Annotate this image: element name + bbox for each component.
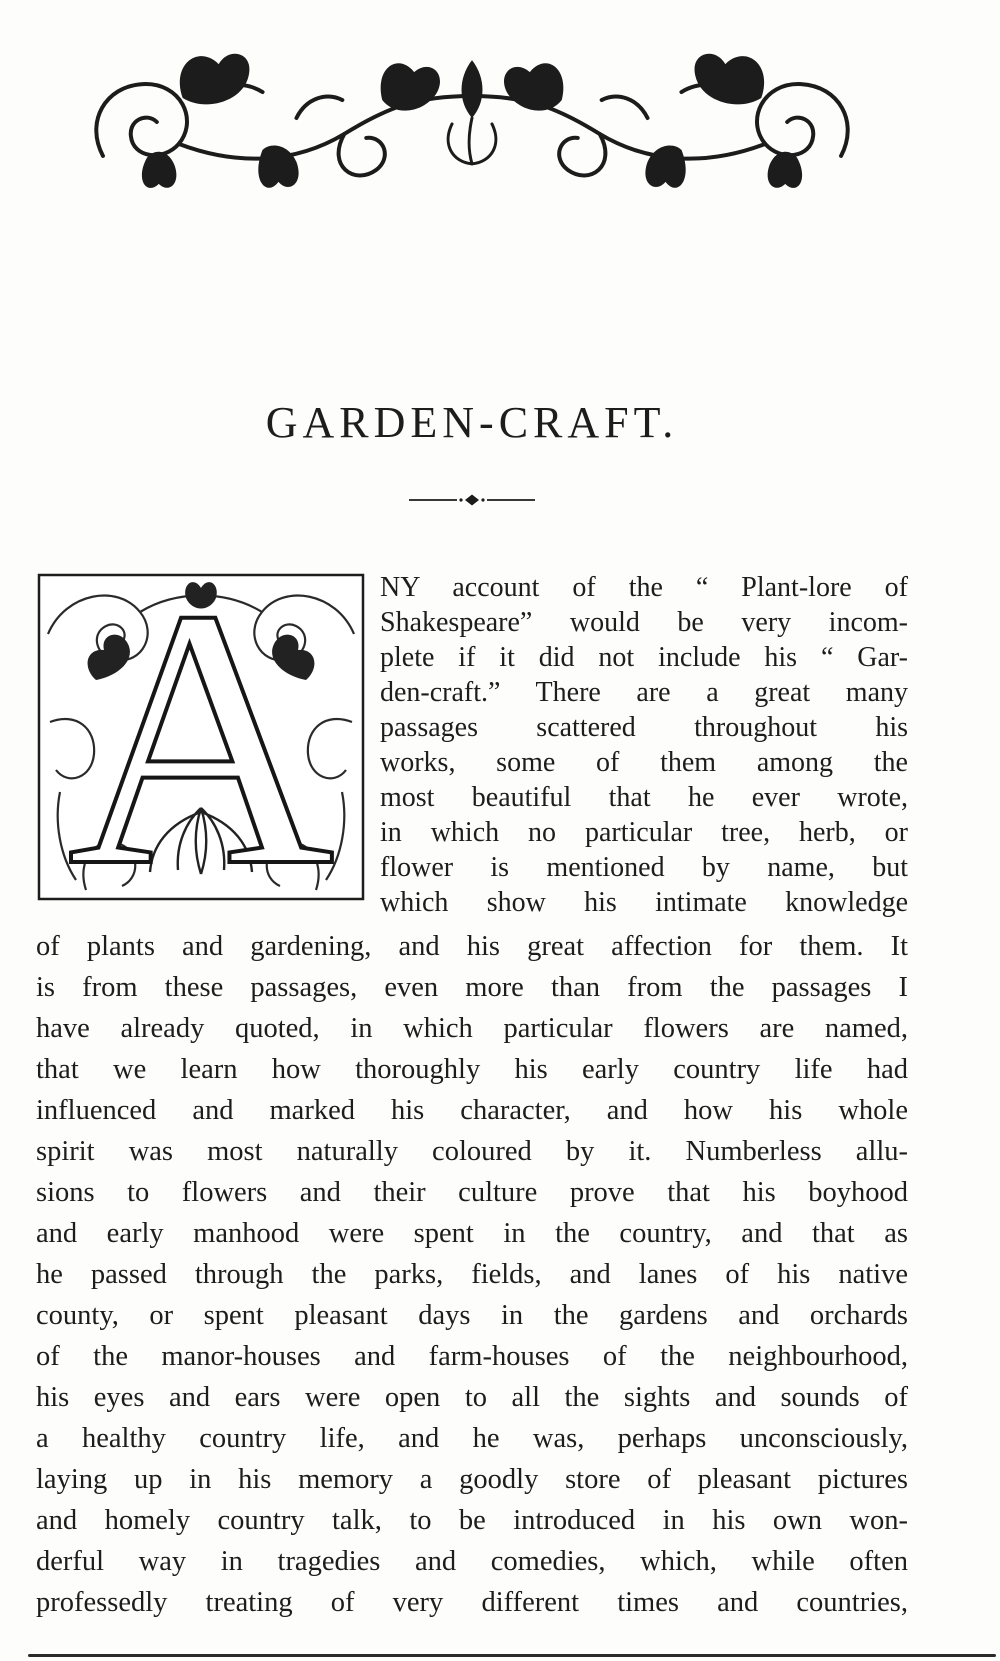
text-line: that we learn how thoroughly his early country life had <box>36 1054 908 1085</box>
text-line: of the manor-houses and farm-houses of the neighbourhood, <box>36 1341 908 1372</box>
text-line: NY account of the “ Plant-lore of <box>380 572 908 603</box>
page-title: GARDEN-CRAFT. <box>265 398 679 447</box>
text-line: he passed through the parks, fields, and lanes of his native <box>36 1259 908 1290</box>
text-line: passages scattered throughout his <box>380 712 908 743</box>
drop-cap-initial-block <box>36 572 366 902</box>
text-line: professedly treating of very different times and countries, <box>36 1587 908 1618</box>
text-line: flower is mentioned by name, but <box>380 852 908 883</box>
drop-cap-letter: A <box>67 572 335 902</box>
text-line: which show his intimate knowledge <box>380 887 908 918</box>
text-line: influenced and marked his character, and how his whole <box>36 1095 908 1126</box>
text-line: Shakespeare” would be very incom- <box>380 607 908 638</box>
text-line: of plants and gardening, and his great affection for them. It <box>36 931 908 962</box>
ornament-half-right <box>472 54 848 188</box>
text-line: spirit was most naturally coloured by it. Numberless allu- <box>36 1136 908 1167</box>
full-width-text <box>36 926 908 1623</box>
text-line: have already quoted, in which particular flowers are named, <box>36 1013 908 1044</box>
text-line: works, some of them among the <box>380 747 908 778</box>
text-line: his eyes and ears were open to all the sights and sounds of <box>36 1382 908 1413</box>
ornament-center-bud <box>448 60 496 164</box>
text-line: den-craft.” There are a great many <box>380 677 908 708</box>
divider-diamond-icon <box>407 492 537 508</box>
lead-text-column <box>380 570 908 920</box>
text-column <box>36 38 908 1623</box>
text-line: is from these passages, even more than from the passages I <box>36 972 908 1003</box>
text-line: derful way in tragedies and comedies, which, while often <box>36 1546 908 1577</box>
text-line: in which no particular tree, herb, or <box>380 817 908 848</box>
text-line: laying up in his memory a goodly store of pleasant pictures <box>36 1464 908 1495</box>
text-line: and homely country talk, to be introduced in his own won- <box>36 1505 908 1536</box>
section-divider <box>36 492 908 508</box>
header-floral-ornament-engraving <box>87 38 857 188</box>
text-line: sions to flowers and their culture prove that his boyhood <box>36 1177 908 1208</box>
opening-row <box>36 572 908 920</box>
text-line: plete if it did not include his “ Gar- <box>380 642 908 673</box>
ornament-half-left <box>96 54 472 188</box>
text-line: county, or spent pleasant days in the gardens and orchards <box>36 1300 908 1331</box>
text-line: and early manhood were spent in the country, and that as <box>36 1218 908 1249</box>
text-line: a healthy country life, and he was, perhaps unconsciously, <box>36 1423 908 1454</box>
scan-page-edge <box>28 1654 996 1657</box>
text-line: most beautiful that he ever wrote, <box>380 782 908 813</box>
